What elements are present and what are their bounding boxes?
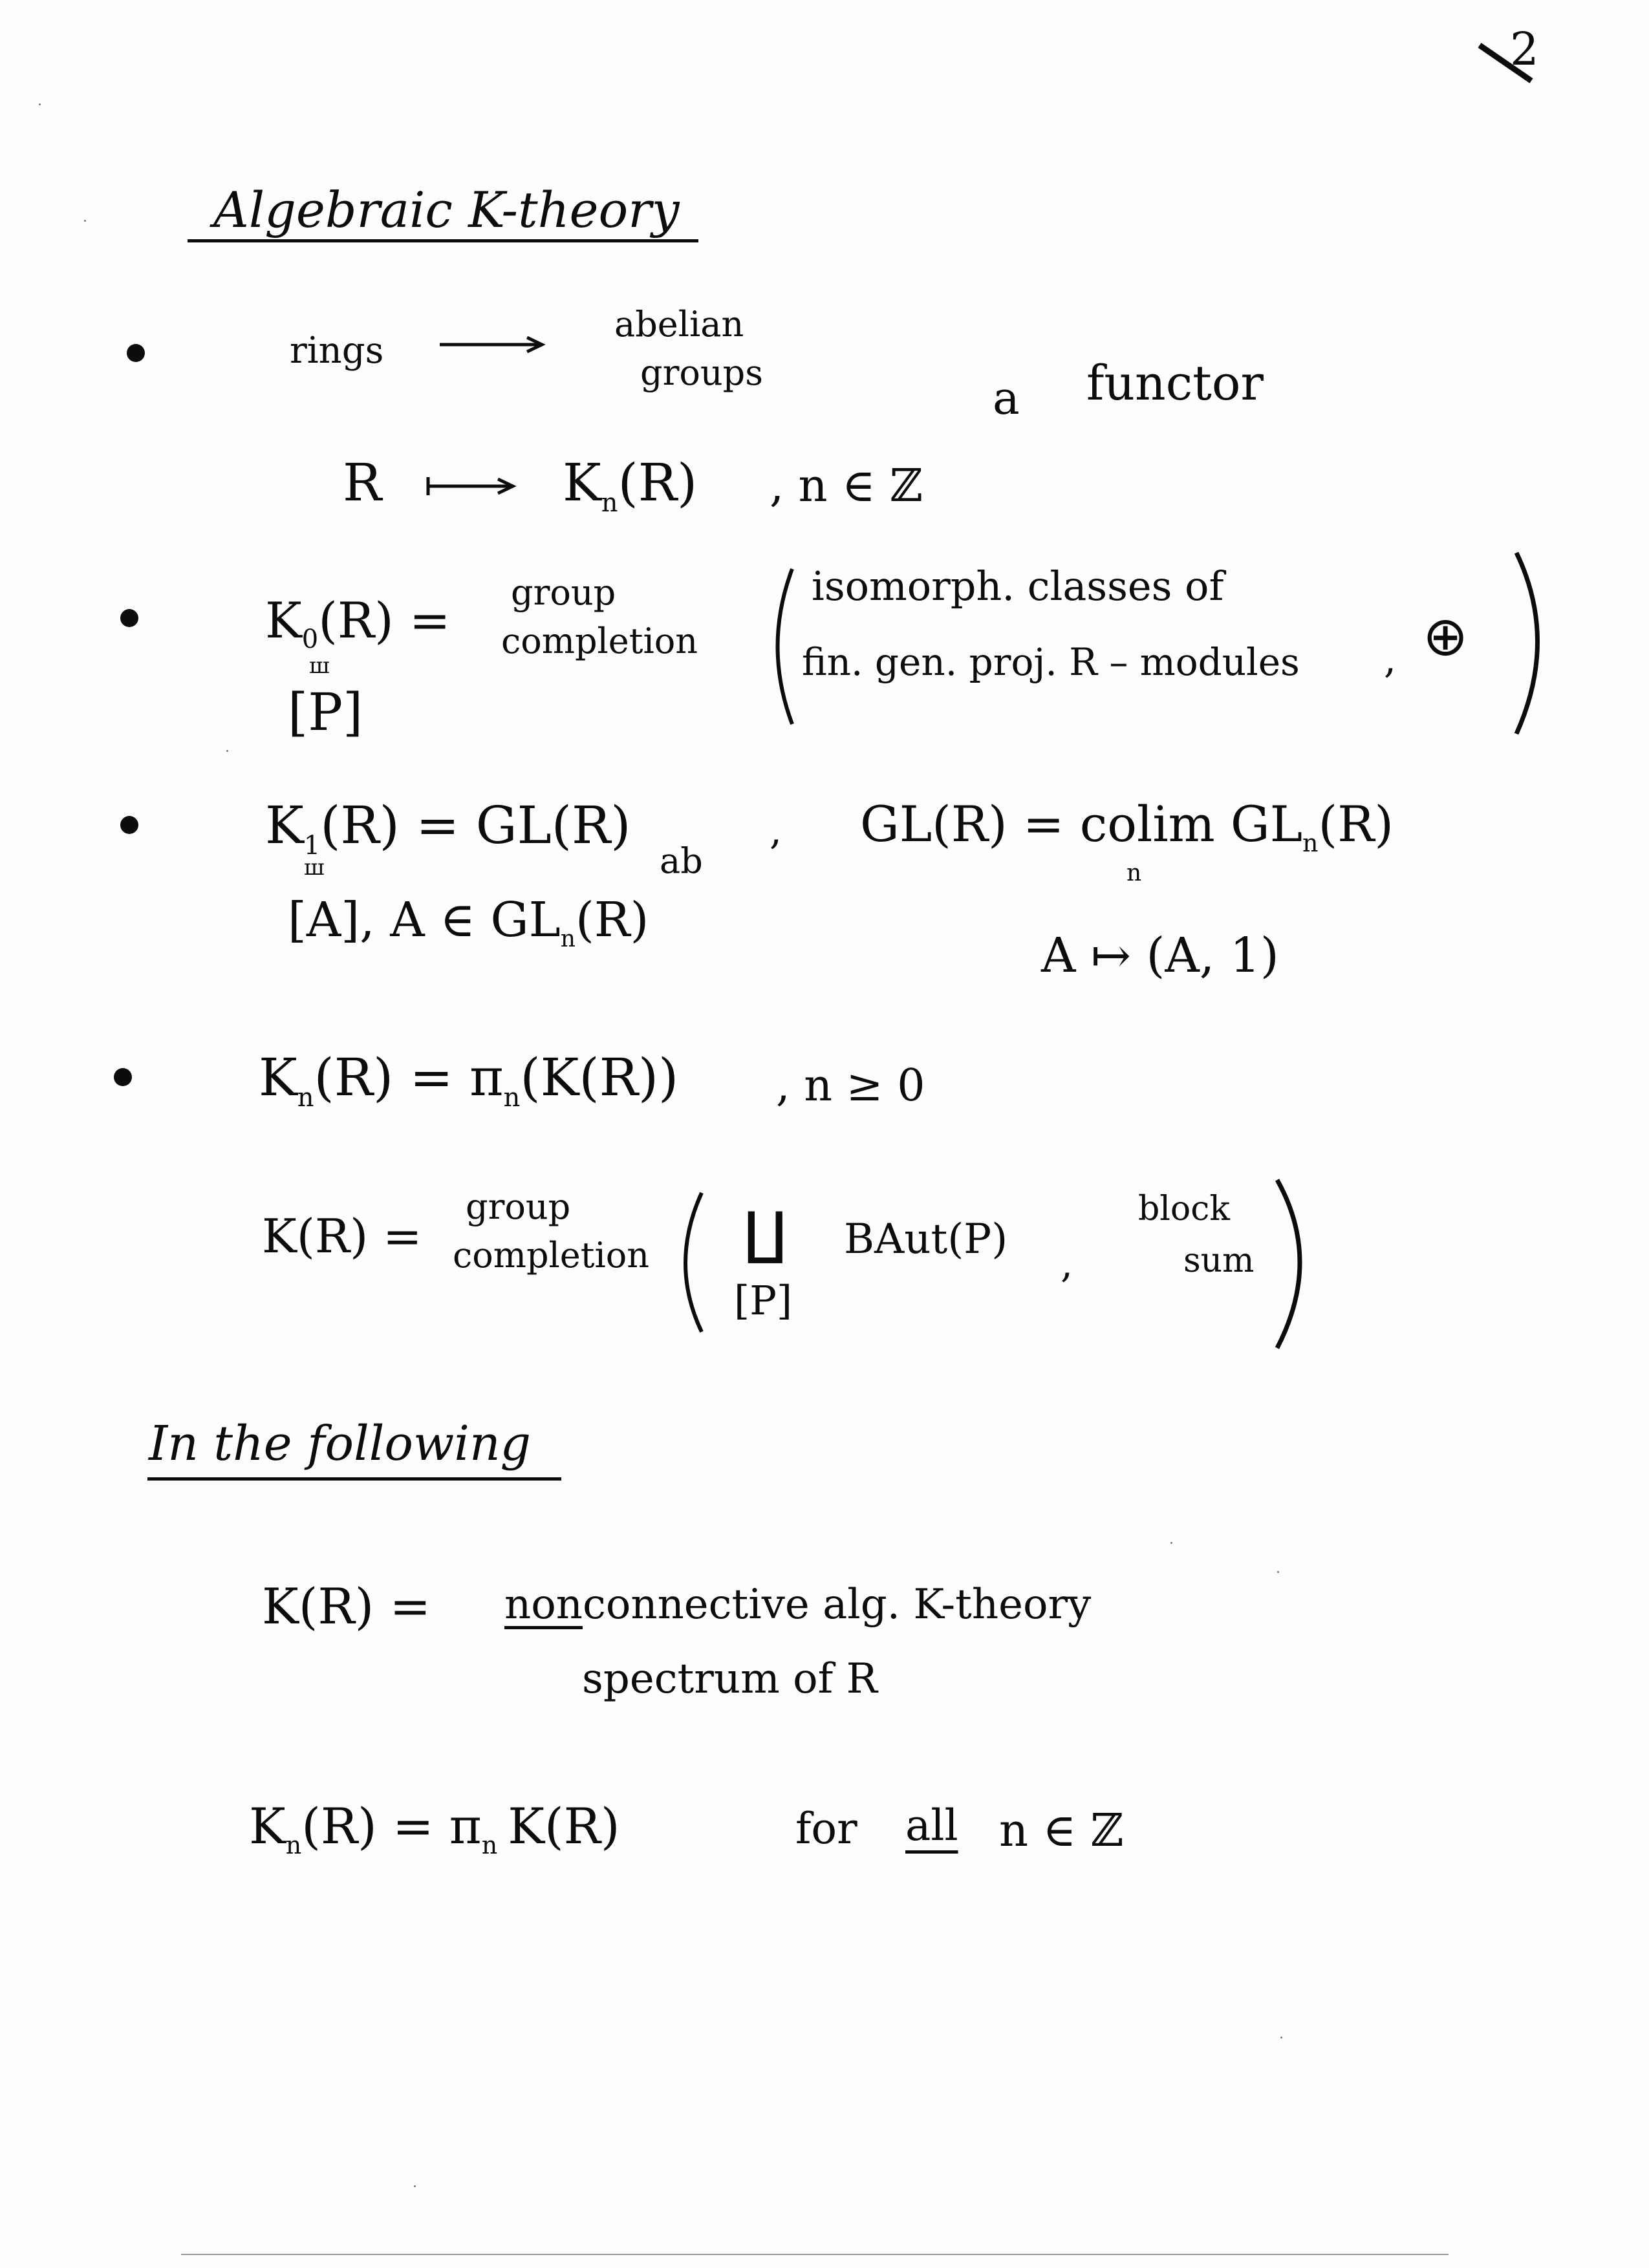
non-prefix: non	[504, 1581, 583, 1629]
abelian-label: abelian	[614, 304, 744, 345]
gl-def-sub: n	[1302, 829, 1319, 858]
functor-article: a	[993, 372, 1020, 425]
scan-line	[181, 2254, 1449, 2255]
kn-lhs	[259, 1047, 678, 1113]
k0-lhs	[265, 592, 451, 654]
bullet-2	[120, 609, 138, 627]
colim-subscript: n	[1126, 860, 1142, 886]
kr-comma: ,	[1061, 1241, 1073, 1287]
map-target-k: K	[563, 453, 601, 513]
page-number: 2	[1510, 23, 1539, 76]
sum-label: sum	[1183, 1241, 1255, 1280]
k1-comma: ,	[770, 808, 782, 853]
kn-eq-arg: (K(R))	[520, 1047, 679, 1107]
kn-pi-sub: n	[503, 1083, 521, 1113]
map-target	[563, 453, 697, 518]
k1-in-symbol: ш	[304, 855, 325, 881]
title-underline	[188, 239, 698, 242]
nonconnective-line	[504, 1581, 1091, 1629]
k1-element	[288, 892, 649, 952]
bullet-3	[120, 816, 138, 834]
k0-group-label: group	[511, 572, 616, 613]
kr-right-paren	[1277, 1180, 1300, 1348]
k0-completion-label: completion	[501, 621, 698, 661]
scan-speck	[226, 750, 228, 752]
k1-element-text: [A], A ∈ GL	[288, 892, 561, 948]
map-source: R	[343, 453, 382, 513]
gl-definition	[860, 795, 1394, 857]
page-number-slash	[1480, 45, 1531, 81]
final-for: for	[795, 1804, 857, 1854]
kr-left-paren	[685, 1193, 702, 1332]
k0-comma: ,	[1384, 637, 1397, 682]
following-heading: In the following	[149, 1416, 531, 1471]
k0-element: [P]	[288, 682, 363, 742]
nonconnective-rest: connective alg. K-theory	[582, 1581, 1092, 1629]
kn-eq: (R) = π	[314, 1047, 504, 1107]
map-condition: , n ∈ ℤ	[770, 459, 923, 512]
scan-speck	[414, 2185, 416, 2187]
spectrum-line: spectrum of R	[582, 1655, 878, 1703]
k1-rhs: (R) = GL(R)	[320, 795, 631, 855]
final-condition: n ∈ ℤ	[999, 1804, 1124, 1857]
baut-label: BAut(P)	[844, 1215, 1008, 1263]
page-title: Algebraic K-theory	[213, 181, 680, 239]
k1-element-arg: (R)	[575, 892, 649, 948]
coproduct-index: [P]	[734, 1277, 793, 1324]
following-underline	[147, 1477, 561, 1481]
kn-condition: , n ≥ 0	[776, 1060, 925, 1111]
map-target-arg: (R)	[618, 453, 698, 513]
kr-completion-label: completion	[453, 1235, 650, 1276]
final-mid: (R) = π	[301, 1797, 482, 1855]
rings-label: rings	[290, 330, 384, 372]
scan-speck	[1277, 1571, 1279, 1573]
final-arg: K(R)	[508, 1797, 620, 1855]
k1-element-sub: n	[560, 925, 576, 952]
k1-k: K	[265, 795, 304, 855]
map-target-sub: n	[601, 488, 618, 518]
coproduct-symbol: ∐	[744, 1199, 787, 1266]
k0-left-paren	[778, 569, 793, 724]
scan-speck	[84, 220, 86, 222]
final-all: all	[905, 1801, 958, 1850]
nonconnective-lhs: K(R) =	[262, 1578, 431, 1635]
gl-def-text: GL(R) = colim GL	[860, 795, 1303, 853]
k1-sub: 1	[303, 831, 321, 861]
final-k-sub: n	[285, 1831, 302, 1860]
scan-speck	[1280, 2037, 1282, 2038]
groups-label: groups	[640, 352, 763, 393]
kn-sub: n	[297, 1083, 314, 1113]
k0-oplus: ⊕	[1423, 604, 1469, 668]
k0-arg: (R) =	[318, 592, 451, 649]
k0-k: K	[265, 592, 302, 649]
k0-sub: 0	[301, 625, 319, 655]
k1-ab-subscript: ab	[660, 840, 703, 881]
final-pi-sub: n	[481, 1831, 498, 1860]
kn-k: K	[259, 1047, 297, 1107]
final-k: K	[249, 1797, 286, 1855]
gl-inclusion: A ↦ (A, 1)	[1041, 928, 1279, 983]
bullet-1	[127, 344, 145, 362]
block-label: block	[1138, 1190, 1230, 1228]
k0-right-paren	[1516, 553, 1538, 734]
functor-label: functor	[1086, 356, 1264, 411]
kr-group-label: group	[466, 1186, 571, 1227]
final-equation	[249, 1797, 620, 1859]
k0-iso-line-2: fin. gen. proj. R – modules	[802, 640, 1300, 684]
k0-in-symbol: ш	[309, 653, 330, 679]
k0-iso-line-1: isomorph. classes of	[812, 562, 1224, 610]
scan-speck	[39, 103, 41, 105]
gl-def-arg: (R)	[1318, 795, 1394, 853]
kr-lhs: K(R) =	[262, 1209, 422, 1263]
scan-speck	[1170, 1542, 1172, 1544]
bullet-4	[114, 1068, 132, 1086]
k1-lhs	[265, 795, 630, 861]
